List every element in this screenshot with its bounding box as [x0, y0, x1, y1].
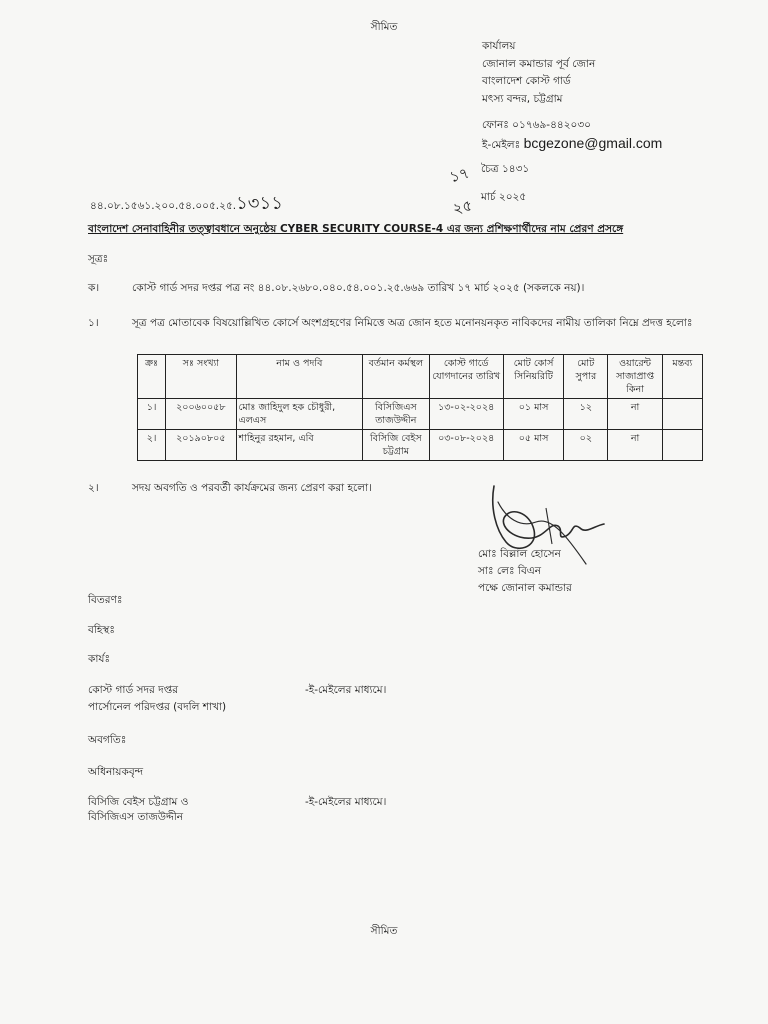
table-cell	[662, 430, 702, 461]
table-cell: না	[608, 399, 662, 430]
distribution-info: অবগতিঃ	[88, 734, 127, 746]
action-recipient-2: পার্সোনেল পরিদপ্তর (বদলি শাখা)	[88, 701, 227, 713]
paragraph-1	[88, 315, 708, 331]
table-header-cell: বর্তমান কর্মস্থল	[363, 355, 429, 399]
table-cell: না	[608, 430, 662, 461]
table-cell: ০২	[564, 430, 608, 461]
signatory-rank: সাঃ লেঃ বিএন	[478, 565, 542, 577]
office-line-4: মৎস্য বন্দর, চট্টগ্রাম	[482, 92, 563, 105]
signature-block	[478, 546, 572, 597]
subject-line: বাংলাদেশ সেনাবাহিনীর তত্ত্বাবধানে অনুষ্ঠেয় CYBER SECURITY COURSE-4 এর জন্য প্রশিক্ষণার্থীদের নাম প্রেরণ প্রসঙ্গে	[88, 223, 624, 235]
office-email-row	[482, 135, 662, 155]
memo-number: ৪৪.০৮.১৫৬১.২০০.৫৪.০০৫.২৫.	[90, 200, 237, 212]
distribution-action: কার্যঃ	[88, 653, 111, 665]
signatory-on-behalf: পক্ষে জোনাল কমান্ডার	[478, 582, 572, 594]
reference-item-mark: ক।	[88, 282, 100, 294]
distribution-commanders: অধিনায়কবৃন্দ	[88, 766, 144, 778]
info-via-email: -ই-মেইলের মাধ্যমে।	[305, 796, 387, 808]
table-header-cell: মন্তব্য	[662, 355, 702, 399]
table-cell: ২০০৬০০৫৮	[166, 399, 236, 430]
office-email: bcgezone@gmail.com	[523, 134, 663, 151]
table-cell	[662, 399, 702, 430]
table-cell: বিসিজিএস তাজউদ্দীন	[363, 399, 429, 430]
table-cell: ২।	[138, 430, 166, 461]
office-line-3: বাংলাদেশ কোস্ট গার্ড	[482, 75, 571, 87]
office-line-1: কার্যালয়	[482, 40, 516, 52]
table-cell: ১।	[138, 399, 166, 430]
action-recipient-1: কোস্ট গার্ড সদর দপ্তর	[88, 684, 178, 696]
memo-number-row	[90, 189, 283, 220]
table-header-cell: নাম ও পদবি	[236, 355, 363, 399]
office-address-block	[482, 38, 662, 154]
table-cell: মোঃ জাহিদুল হক চৌধুরী, এলএস	[236, 399, 363, 430]
reference-item-text: কোস্ট গার্ড সদর দপ্তর পত্র নং ৪৪.০৮.২৬৮০.০৪০.৫৪.০০১.২৫.৬৬৯ তারিখ ১৭ মার্চ ২০২৫ (সকলকে নয়)।	[132, 282, 585, 294]
table-cell: ০৫ মাস	[503, 430, 563, 461]
table-cell: বিসিজি বেইস চট্টগ্রাম	[363, 430, 429, 461]
office-email-label: ই-মেইলঃ	[482, 138, 524, 151]
nominee-table	[137, 354, 703, 461]
table-cell: ০৩-০৮-২০২৪	[429, 430, 503, 461]
table-cell: ১২	[564, 399, 608, 430]
signatory-name: মোঃ বিল্লাল হোসেন	[478, 548, 561, 560]
classification-top: সীমিত	[370, 21, 398, 33]
table-row	[138, 399, 703, 430]
distribution-external: বহিস্থঃ	[88, 624, 115, 636]
table-cell: ০১ মাস	[503, 399, 563, 430]
table-header-cell: মোট সুপার	[564, 355, 608, 399]
table-cell: ১৩-০২-২০২৪	[429, 399, 503, 430]
table-header-row	[138, 355, 703, 399]
classification-bottom: সীমিত	[370, 925, 398, 937]
table-header-cell: কোস্ট গার্ডে যোগদানের তারিখ	[429, 355, 503, 399]
table-header-cell: মোট কোর্স সিনিয়রিটি	[503, 355, 563, 399]
paragraph-1-text: সূত্র পত্র মোতাবেক বিষয়োল্লিখিত কোর্সে অংশগ্রহণের নিমিত্তে অত্র জোন হতে মনোনয়নকৃত নাবিকদের নামীয় তালিকা নিম্নে প্রদত্ত হলোঃ	[132, 317, 693, 329]
table-cell: শাহিনুর রহমান, এবি	[236, 430, 363, 461]
paragraph-2-number: ২।	[88, 482, 99, 494]
table-header-cell: ওয়ারেন্ট সাজাপ্রাপ্ত কিনা	[608, 355, 662, 399]
office-phone: ফোনঃ ০১৭৬৯-৪৪২০৩০	[482, 119, 592, 131]
table-header-cell: ক্রঃ	[138, 355, 166, 399]
info-recipient-2: বিসিজিএস তাজউদ্দীন	[88, 811, 183, 823]
english-date-handwritten: ২৫	[451, 196, 474, 218]
english-month-year: মার্চ ২০২৫	[481, 191, 527, 203]
table-row	[138, 430, 703, 461]
bangla-date-handwritten: ১৭	[447, 163, 472, 187]
paragraph-1-number: ১।	[88, 317, 99, 329]
distribution-heading: বিতরণঃ	[88, 594, 123, 606]
office-line-2: জোনাল কমান্ডার পূর্ব জোন	[482, 57, 596, 70]
table-cell: ২০১৯০৮০৫	[166, 430, 236, 461]
table-header-cell: সঃ সংখ্যা	[166, 355, 236, 399]
info-recipient-1: বিসিজি বেইস চট্টগ্রাম ও	[88, 796, 189, 808]
paragraph-2-text: সদয় অবগতি ও পরবর্তী কার্যক্রমের জন্য প্রেরণ করা হলো।	[132, 482, 372, 494]
bangla-month-year: চৈত্র ১৪৩১	[481, 163, 530, 175]
action-via-email: -ই-মেইলের মাধ্যমে।	[305, 684, 387, 696]
reference-label: সূত্রঃ	[88, 253, 109, 265]
memo-serial-handwritten: ১৩১১	[236, 193, 283, 214]
